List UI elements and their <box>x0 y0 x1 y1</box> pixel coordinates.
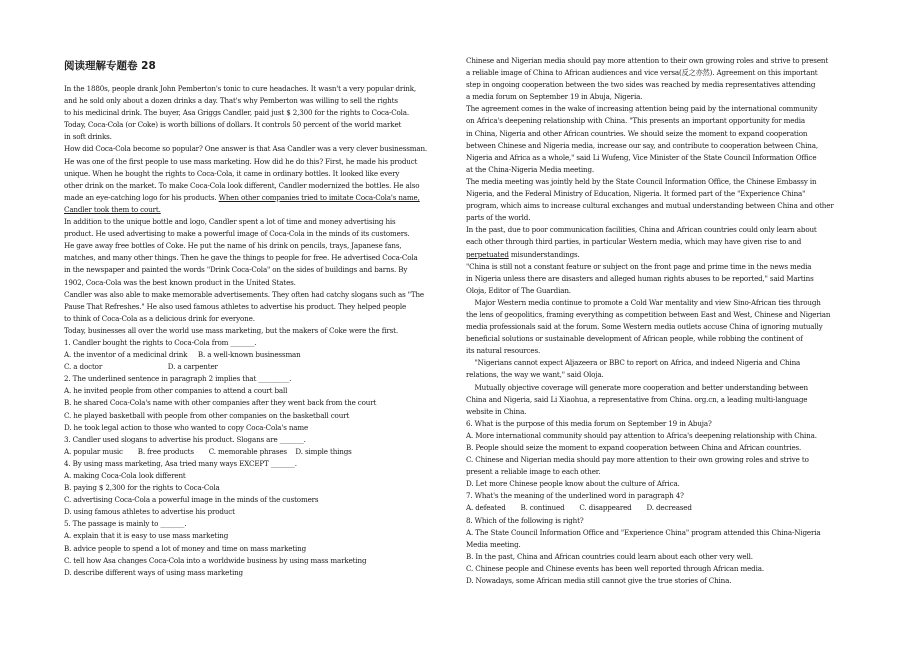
text-line: The media meeting was jointly held by the State Council Information Office, the Chinese Embassy in <box>466 176 817 186</box>
right-text <box>466 55 860 587</box>
underlined-word: perpetuated <box>466 249 509 259</box>
option-line: A. explain that it is easy to use mass marketing <box>64 531 229 541</box>
text-line: matches, and many other things. Then he gave the things to people for free. He advertised Coca-Cola <box>64 253 418 263</box>
text-line: Nigeria, and the Federal Ministry of Education, Nigeria. It formed part of the "Experience China" <box>466 189 806 199</box>
option-line: A. More international community should pay attention to Africa's deepening relationship with China. <box>466 430 817 440</box>
text-line: each other through third parties, in particular Western media, which may have given rise to and <box>466 237 802 247</box>
text-line: How did Coca-Cola become so popular? One answer is that Asa Candler was a very clever businessman. <box>64 144 428 154</box>
text-line: in China, Nigeria and other African countries. We should seize the moment to expand cooperation <box>466 128 808 138</box>
text-line: in the newspaper and painted the words "Drink Coca-Cola" on the sides of buildings and barns. By <box>64 265 408 275</box>
text-line: between Chinese and Nigeria media, increase our say, and contribute to cooperation between China, <box>466 140 818 150</box>
text-line: Chinese and Nigerian media should pay more attention to their own growing roles and strive to present <box>466 56 829 65</box>
text-line: in soft drinks. <box>64 132 112 142</box>
option-line: A. he invited people from other companies to attend a court ball <box>64 386 288 396</box>
option-line: B. In the past, China and African countries could learn about each other very well. <box>466 551 753 561</box>
text-line: website in China. <box>466 406 527 416</box>
option-line: C. tell how Asa changes Coca-Cola into a worldwide business by using mass marketing <box>64 555 367 565</box>
question-2: 2. The underlined sentence in paragraph 2 implies that _________. <box>64 374 292 384</box>
option-line: C. he played basketball with people from other companies on the basketball court <box>64 410 350 420</box>
text-line: parts of the world. <box>466 213 531 223</box>
text-line: 1902, Coca-Cola was the best known product in the United States. <box>64 277 296 287</box>
text-line-underlined-word <box>466 249 860 261</box>
option-line: A. The State Council Information Office and "Experience China" program attended this China-Nigeria <box>466 527 821 537</box>
option-line: B. paying $ 2,300 for the rights to Coca-Cola <box>64 483 220 493</box>
option-line: D. describe different ways of using mass marketing <box>64 567 243 577</box>
text-line: In the 1880s, people drank John Pemberton's tonic to cure headaches. It wasn't a very popular drink, <box>64 84 417 93</box>
line-suffix: misunderstandings. <box>508 249 580 259</box>
line-prefix: made an eye-catching logo for his products. <box>64 192 219 202</box>
text-line: and he sold only about a dozen drinks a day. That's why Pemberton was willing to sell the rights <box>64 96 398 106</box>
question-8: 8. Which of the following is right? <box>466 515 584 525</box>
text-line: Today, businesses all over the world use mass marketing, but the makers of Coke were the first. <box>64 325 398 335</box>
text-line: media professionals said at the forum. Some Western media outlets accuse China of ignoring mutually <box>466 322 823 332</box>
option-line: A. defeated B. continued C. disappeared D. decreased <box>466 503 692 513</box>
page-title: 阅读理解专题卷 28 <box>64 60 156 72</box>
text-line: "Nigerians cannot expect Aljazeera or BBC to report on Africa, and indeed Nigeria and China <box>466 358 801 368</box>
text-line: In the past, due to poor communication facilities, China and African countries could only learn about <box>466 225 817 235</box>
text-line: the lens of geopolitics, framing everything as competition between East and West, Chinese and Nigerian <box>466 309 831 319</box>
text-line: to his medicinal drink. The buyer, Asa Griggs Candler, paid just $ 2,300 for the rights to Coca-Cola. <box>64 108 410 118</box>
question-5: 5. The passage is mainly to _______. <box>64 519 187 529</box>
text-line: a reliable image of China to African audiences and vice versa(反之亦然). Agreement on this important <box>466 68 818 78</box>
text-line: He was one of the first people to use mass marketing. How did he do this? First, he made his product <box>64 156 418 166</box>
text-line: Mutually objective coverage will generate more cooperation and better understanding between <box>466 382 808 392</box>
question-1: 1. Candler bought the rights to Coca-Cola from _______. <box>64 337 257 347</box>
text-line: Candler was also able to make memorable advertisements. They often had catchy slogans such as "The <box>64 289 424 299</box>
text-line: He gave away free bottles of Coke. He put the name of his drink on pencils, trays, Japanese fans, <box>64 241 402 251</box>
right-column <box>466 55 860 587</box>
text-line: unique. When he bought the rights to Coca-Cola, it came in ordinary bottles. It looked like every <box>64 168 400 178</box>
question-7: 7. What's the meaning of the underlined word in paragraph 4? <box>466 491 684 501</box>
option-line: A. popular music B. free products C. memorable phrases D. simple things <box>64 446 352 456</box>
option-line: Media meeting. <box>466 539 521 549</box>
option-line: D. he took legal action to those who wanted to copy Coca-Cola's name <box>64 422 309 432</box>
option-line: C. advertising Coca-Cola a powerful image in the minds of the customers <box>64 495 319 505</box>
question-6: 6. What is the purpose of this media forum on September 19 in Abuja? <box>466 418 712 428</box>
text-line: at the China-Nigeria Media meeting. <box>466 164 595 174</box>
text-line: "China is still not a constant feature or subject on the front page and prime time in the news media <box>466 261 812 271</box>
text-line: on Africa's deepening relationship with China. "This presents an important opportunity for media <box>466 116 806 126</box>
option-line: D. using famous athletes to advertise his product <box>64 507 235 517</box>
text-line: product. He used advertising to make a powerful image of Coca-Cola in the minds of its customers. <box>64 229 410 239</box>
option-line: B. he shared Coca-Cola's name with other companies after they went back from the court <box>64 398 377 408</box>
option-line: C. a doctor D. a carpenter <box>64 362 218 372</box>
option-line: A. making Coca-Cola look different <box>64 471 186 480</box>
option-line: present a reliable image to each other. <box>466 467 601 477</box>
text-line: Major Western media continue to promote a Cold War mentality and view Sino-African ties through <box>466 297 821 307</box>
text-line: its natural resources. <box>466 346 541 356</box>
option-line: B. advice people to spend a lot of money and time on mass marketing <box>64 543 307 553</box>
option-line: D. Nowadays, some African media still cannot give the true stories of China. <box>466 576 732 586</box>
question-4: 4. By using mass marketing, Asa tried many ways EXCEPT _______. <box>64 458 297 468</box>
option-line: D. Let more Chinese people know about the culture of Africa. <box>466 479 680 489</box>
option-line: C. Chinese people and Chinese events has been well reported through African media. <box>466 563 764 573</box>
text-line: step in ongoing cooperation between the two sides was reached by media representatives attending <box>466 80 816 90</box>
text-line: other drink on the market. To make Coca-Cola look different, Candler modernized the bottles. He also <box>64 180 420 190</box>
left-column <box>64 56 458 579</box>
text-line: a media forum on September 19 in Abuja, Nigeria. <box>466 92 643 102</box>
option-line: C. Chinese and Nigerian media should pay more attention to their own growing roles and strive to <box>466 455 809 465</box>
option-line: B. People should seize the moment to expand cooperation between China and African countries. <box>466 443 802 452</box>
text-line: relations, the way we want," said Oloja. <box>466 370 604 380</box>
text-line: program, which aims to increase cultural exchanges and mutual understanding between China and other <box>466 201 834 211</box>
left-text <box>64 83 458 579</box>
text-line: Oloja, Editor of The Guardian. <box>466 285 571 295</box>
text-line-underlined-sentence <box>64 192 458 204</box>
underlined-sentence-part-2: Candler took them to court. <box>64 204 161 214</box>
text-line: in Nigeria unless there are disasters and alleged human rights abuses to be reported," said Martins <box>466 273 814 283</box>
text-line: Nigeria and Africa as a whole," said Li Wufeng, Vice Minister of the State Council Information Office <box>466 152 817 162</box>
underlined-sentence-part-1: When other companies tried to imitate Coca-Cola's name, <box>218 192 420 202</box>
text-line: to think of Coca-Cola as a delicious drink for everyone. <box>64 313 255 323</box>
text-line: China and Nigeria, said Li Xiaohua, a representative from China. org.cn, a leading multi-language <box>466 394 808 404</box>
text-line: Pause That Refreshes." He also used famous athletes to advertise his product. They helped people <box>64 301 407 311</box>
text-line: In addition to the unique bottle and logo, Candler spent a lot of time and money advertising his <box>64 217 396 227</box>
text-line: Today, Coca-Cola (or Coke) is worth billions of dollars. It controls 50 percent of the world market <box>64 120 402 130</box>
text-line: beneficial solutions or sustainable development of African people, while robbing the continent of <box>466 334 803 344</box>
text-line: The agreement comes in the wake of increasing attention being paid by the international community <box>466 104 818 114</box>
option-line: A. the inventor of a medicinal drink B. a well-known businessman <box>64 350 301 360</box>
question-3: 3. Candler used slogans to advertise his product. Slogans are _______. <box>64 434 306 444</box>
